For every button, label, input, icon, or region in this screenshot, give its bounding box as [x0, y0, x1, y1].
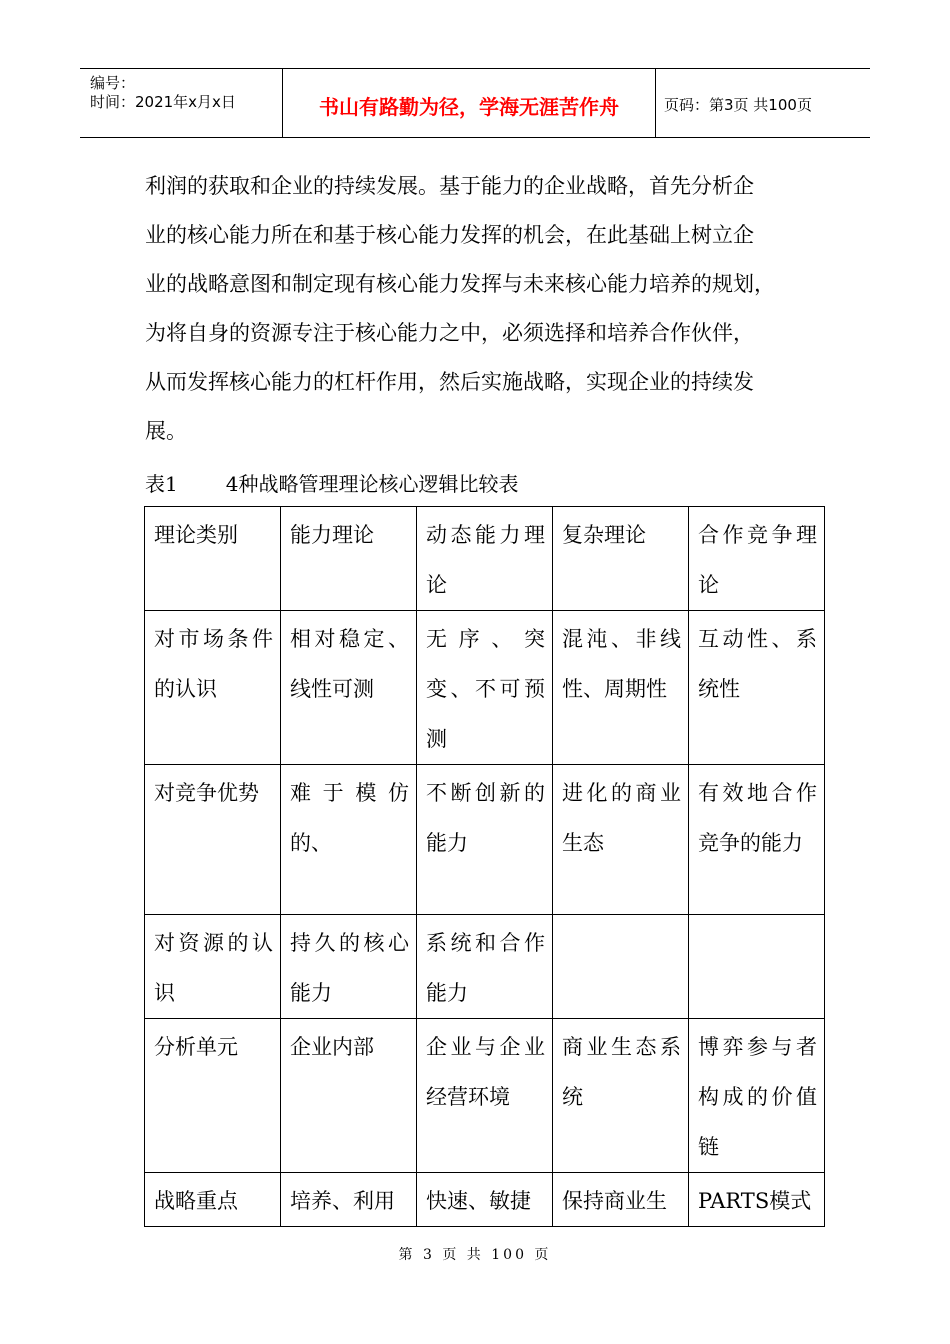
paragraph-line: 利润的获取和企业的持续发展。基于能力的企业战略，首先分析企 — [145, 174, 754, 198]
table-cell: 对市场条件的认识 — [145, 611, 281, 765]
table-cell: 商业生态系统 — [553, 1019, 689, 1173]
table-cell: 理论类别 — [145, 507, 281, 611]
table-cell: 互动性、系统性 — [689, 611, 825, 765]
paragraph-line: 从而发挥核心能力的杠杆作用，然后实施战略，实现企业的持续发 — [145, 370, 754, 394]
table-row — [145, 507, 825, 611]
header-meta-cell — [80, 69, 283, 137]
table-cell: 复杂理论 — [553, 507, 689, 611]
table-cell: 进化的商业生态 — [553, 765, 689, 915]
header-motto-cell — [283, 69, 656, 137]
paragraph-line: 展。 — [145, 419, 187, 443]
table-cell: 无序、突变、不可预测 — [417, 611, 553, 765]
table-cell: 动态能力理论 — [417, 507, 553, 611]
table-caption-title: 4种战略管理理论核心逻辑比较表 — [225, 472, 519, 496]
table-row — [145, 1173, 825, 1227]
page-header — [80, 68, 870, 138]
paragraph-line: 业的核心能力所在和基于核心能力发挥的机会，在此基础上树立企 — [145, 223, 754, 247]
table-cell: PARTS模式 — [689, 1173, 825, 1227]
table-cell: 战略重点 — [145, 1173, 281, 1227]
table-cell: 对资源的认识 — [145, 915, 281, 1019]
table-row — [145, 765, 825, 915]
table-cell: 不断创新的能力 — [417, 765, 553, 915]
table-caption — [145, 468, 518, 497]
table-cell: 对竞争优势 — [145, 765, 281, 915]
table-cell: 企业内部 — [281, 1019, 417, 1173]
table-cell: 能力理论 — [281, 507, 417, 611]
header-motto: 书山有路勤为径，学海无涯苦作舟 — [319, 95, 619, 119]
table-cell: 快速、敏捷 — [417, 1173, 553, 1227]
table-caption-label: 表1 — [145, 472, 178, 496]
table-row — [145, 611, 825, 765]
table-cell: 博弈参与者构成的价值链 — [689, 1019, 825, 1173]
table-cell: 分析单元 — [145, 1019, 281, 1173]
table-cell: 企业与企业经营环境 — [417, 1019, 553, 1173]
table-cell: 混沌、非线性、周期性 — [553, 611, 689, 765]
paragraph-line: 业的战略意图和制定现有核心能力发挥与未来核心能力培养的规划， — [145, 272, 775, 296]
table-cell: 持久的核心能力 — [281, 915, 417, 1019]
document-date: 时间：2021年x月x日 — [90, 93, 236, 111]
table-cell — [689, 915, 825, 1019]
document-number: 编号： — [90, 74, 136, 92]
table-cell — [553, 915, 689, 1019]
paragraph-line: 为将自身的资源专注于核心能力之中，必须选择和培养合作伙伴， — [145, 321, 754, 345]
body-paragraph — [145, 162, 825, 456]
table-cell: 有效地合作竞争的能力 — [689, 765, 825, 915]
table-row — [145, 915, 825, 1019]
header-page-cell — [656, 69, 870, 137]
page-footer: 第 3 页 共 100 页 — [398, 1247, 552, 1263]
table-row — [145, 1019, 825, 1173]
header-page-info: 页码：第3页 共100页 — [664, 96, 812, 114]
table-cell: 系统和合作能力 — [417, 915, 553, 1019]
table-cell: 培养、利用 — [281, 1173, 417, 1227]
table-cell: 合作竞争理论 — [689, 507, 825, 611]
table-cell: 难于模仿的、 — [281, 765, 417, 915]
table-cell: 保持商业生 — [553, 1173, 689, 1227]
table-cell: 相对稳定、线性可测 — [281, 611, 417, 765]
comparison-table — [144, 506, 825, 1227]
